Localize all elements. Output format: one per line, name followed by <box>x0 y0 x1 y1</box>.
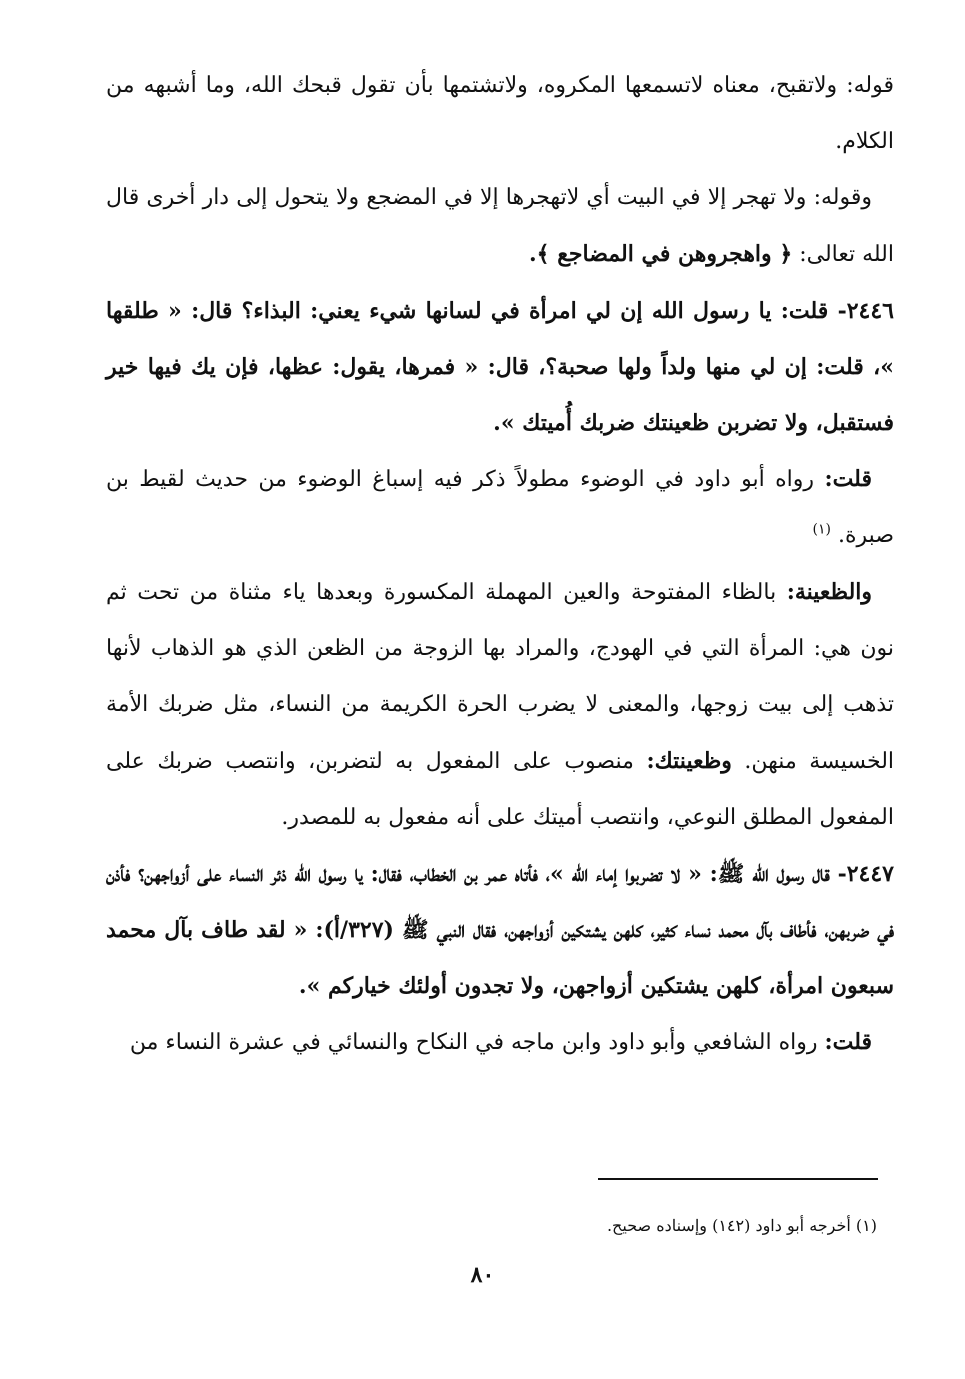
note-lead: قلت: <box>824 1029 872 1055</box>
paragraph-commentary-1 <box>106 58 894 170</box>
page-number: ٨٠ <box>470 1262 495 1288</box>
note-lead: قلت: <box>824 466 872 492</box>
hadith-text: ٢٤٤٧- قال رسول الله ﷺ: « لا تضربوا إماء الله »، فأتاه عمر بن الخطاب، فقال: يا رسول الله ذئر النساء على أزواجهن؟ فأذن في ضربهن، فأطاف بآل محمد نساء كثير، كلهن يشتكين أزواجهن، فقال النبي ﷺ (٣٢٧/أ): « لقد طاف بآل محمد سبعون امرأة، كلهن يشتكين أزواجهن، ولا تجدون أولئك خياركم ». <box>106 861 894 999</box>
footnote: (١) أخرجه أبو داود (١٤٢) وإسناده صحيح. <box>606 1216 877 1235</box>
term-lead: والظعينة: <box>786 579 873 605</box>
paragraph-commentary-2 <box>106 170 894 283</box>
footnote-divider <box>598 1178 878 1180</box>
quran-verse: ﴿ واهجروهن في المضاجع ﴾. <box>529 241 793 267</box>
main-text <box>106 58 894 1071</box>
paragraph-text: بالظاء المفتوحة والعين المهملة المكسورة وبعدها ياء مثناة من تحت ثم نون هي: المرأة التي في الهودج، والمراد بها الزوجة من الظعن الذي هو الذهاب لأنها تذهب إلى بيت زوجها، والمعنى لا يضرب الحرة الكريمة من النساء، مثل ضربك الأمة الخسيسة منهن. <box>106 580 895 774</box>
hadith-2446 <box>106 283 894 451</box>
term-lead-2: وظعينتك: <box>646 748 732 774</box>
footnote-reference[interactable]: (١) <box>812 521 832 538</box>
paragraph-text: قوله: ولاتقبح، معناه لاتسمعها المكروه، ولاتشتمها بأن تقول قبحك الله، وما أشبهه من الكلام. <box>106 73 894 154</box>
paragraph-source-note-2 <box>106 1014 894 1071</box>
paragraph-text: رواه أبو داود في الوضوء مطولاً ذكر فيه إسباغ الوضوء من حديث لقيط بن صبرة. <box>106 467 894 548</box>
hadith-2447 <box>106 846 894 1014</box>
paragraph-text-2: منصوب على المفعول به لتضربن، وانتصب ضربك على المفعول المطلق النوعي، وانتصب أميتك على أنه مفعول به للمصدر. <box>106 749 894 830</box>
paragraph-source-note <box>106 451 894 564</box>
paragraph-text: وقوله: ولا تهجر إلا في البيت أي لاتهجرها إلا في المضجع ولا يتحول إلى دار أخرى قال الله تعالى: <box>106 185 894 267</box>
paragraph-definition <box>106 564 894 846</box>
paragraph-text: رواه الشافعي وأبو داود وابن ماجه في النكاح والنسائي في عشرة النساء من <box>129 1030 818 1055</box>
hadith-text: ٢٤٤٦- قلت: يا رسول الله إن لي امرأة في لسانها شيء يعني: البذاء؟ قال: « طلقها »، قلت: إن لي منها ولداً ولها صحبة؟، قال: « فمرها، يقول: عظها، فإن يك فيها خير فستقبل، ولا تضربن ظعينتك ضربك أُميتك ». <box>106 298 894 436</box>
